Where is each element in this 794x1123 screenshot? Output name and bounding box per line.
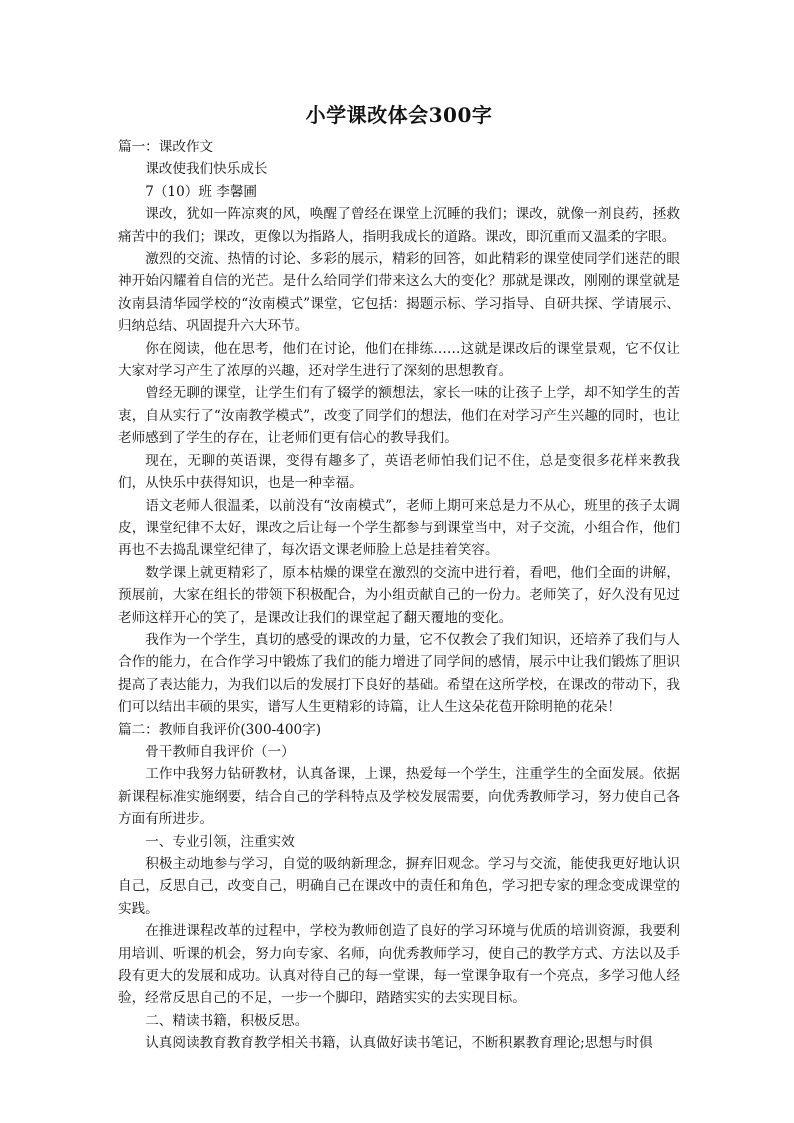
heading-line: 一、专业引领，注重实效 xyxy=(145,833,295,850)
heading-line: 课改使我们快乐成长 xyxy=(145,161,268,178)
paragraph: 曾经无聊的课堂，让学生们有了辍学的额想法，家长一味的让孩子上学，却不知学生的苦衷，自从实行了“汝南教学模式”，改变了同学们的想法，他们在对学习产生兴趣的同时，也让老师感到了学生的存在，让老师们更有信心的教导我们。 xyxy=(118,385,680,447)
heading-line: 篇一：课改作文 xyxy=(118,139,214,155)
paragraph: 你在阅读，他在思考，他们在讨论，他们在排练……这就是课改后的课堂景观，它不仅让大家对学习产生了浓厚的兴趣，还对学生进行了深刻的思想教育。 xyxy=(118,340,680,380)
document-title: 小学课改体会300字 xyxy=(305,103,493,127)
paragraph: 工作中我努力钻研教材，认真备课，上课，热爱每一个学生，注重学生的全面发展。依据新课程标准实施纲要，结合自己的学科特点及学校发展需要，向优秀教师学习，努力使自己各方面有所进步。 xyxy=(118,766,680,828)
paragraph: 课改，犹如一阵凉爽的风，唤醒了曾经在课堂上沉睡的我们；课改，就像一剂良药，拯救痛苦中的我们；课改，更像以为指路人，指明我成长的道路。课改，即沉重而又温柔的字眼。 xyxy=(118,206,680,245)
paragraph: 数学课上就更精彩了，原本枯燥的课堂在激烈的交流中进行着，看吧，他们全面的讲解，预展前，大家在组长的带领下积极配合，为小组贡献自己的一份力。老师笑了，好久没有见过老师这样开心的笑了，是课改让我们的课堂起了翻天覆地的变化。 xyxy=(118,564,680,626)
paragraph: 现在，无聊的英语课，变得有趣多了，英语老师怕我们记不住，总是变很多花样来教我们，从快乐中获得知识，也是一种幸福。 xyxy=(118,452,680,492)
paragraph: 积极主动地参与学习，自觉的吸纳新理念，摒弃旧观念。学习与交流，能使我更好地认识自己，反思自己，改变自己，明确自己在课改中的责任和角色，学习把专家的理念变成课堂的实践。 xyxy=(118,856,680,917)
paragraph: 我作为一个学生，真切的感受的课改的力量，它不仅教会了我们知识，还培养了我们与人合作的能力，在合作学习中锻炼了我们的能力增进了同学间的感情，展示中让我们锻炼了胆识提高了表达能力，为我们以后的发展打下良好的基础。希望在这所学校，在课改的带动下，我们可以结出丰硕的果实，谱写人生更精彩的诗篇，让人生这朵花苞开除明艳的花朵！ xyxy=(118,631,680,716)
heading-line: 篇二：教师自我评价(300-400字) xyxy=(118,721,322,738)
paragraph: 在推进课程改革的过程中，学校为教师创造了良好的学习环境与优质的培训资源，我要利用培训、听课的机会，努力向专家、名师，向优秀教师学习，使自己的教学方式、方法以及手段有更大的发展和成功。认真对待自己的每一堂课，每一堂课争取有一个亮点，多学习他人经验，经常反思自己的不足，一步一个脚印，踏踏实实的去实现目标。 xyxy=(118,923,680,1007)
document-body xyxy=(118,136,680,1055)
paragraph: 激烈的交流、热情的讨论、多彩的展示，精彩的回答，如此精彩的课堂使同学们迷茫的眼神开始闪耀着自信的光芒。是什么给同学们带来这么大的变化？那就是课改，刚刚的课堂就是汝南县清华园学校的“汝南模式”课堂，它包括：揭题示标、学习指导、自研共探、学请展示、归纳总结、巩固提升六大环节。 xyxy=(118,251,680,335)
heading-line: 7（10）班 李馨圃 xyxy=(145,183,258,200)
heading-line: 二、精读书籍，积极反思。 xyxy=(145,1012,309,1029)
paragraph: 认真阅读教育教育教学相关书籍，认真做好读书笔记，不断积累教育理论;思想与时俱 xyxy=(145,1035,653,1052)
paragraph: 语文老师人很温柔，以前没有“汝南模式”，老师上期可来总是力不从心，班里的孩子太调皮，课堂纪律不太好，课改之后让每一个学生都参与到课堂当中，对子交流，小组合作，他们再也不去捣乱课堂纪律了，每次语文课老师脸上总是挂着笑容。 xyxy=(118,497,680,559)
document-page xyxy=(118,100,680,1055)
heading-line: 骨干教师自我评价（一） xyxy=(145,743,295,760)
